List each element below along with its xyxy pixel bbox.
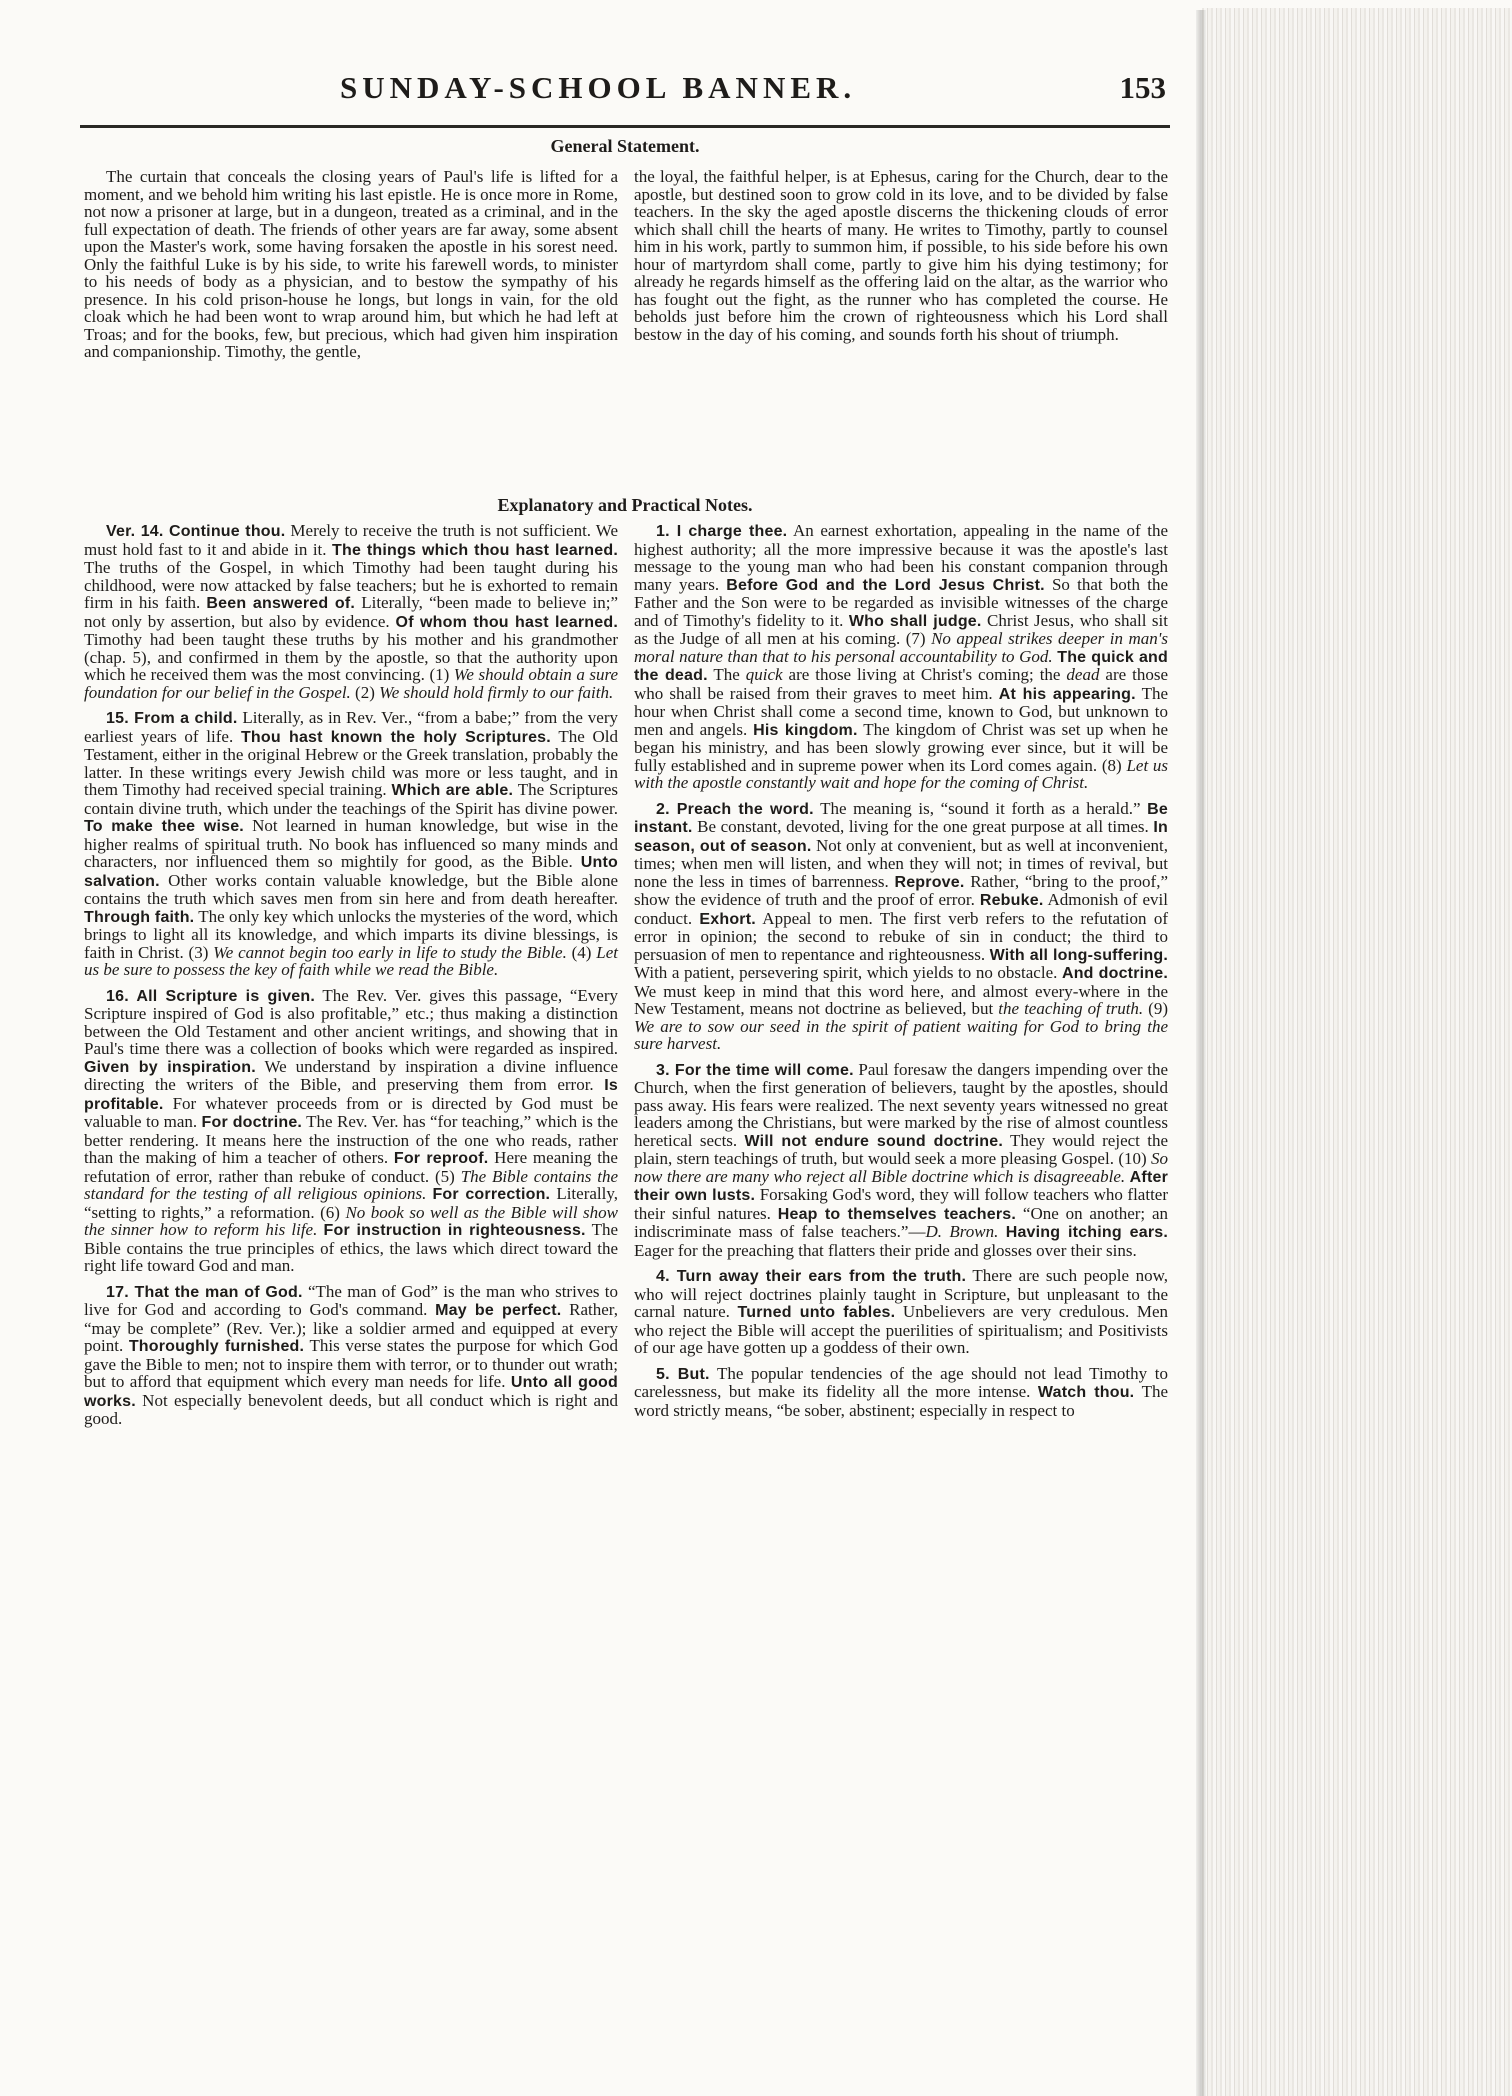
body-text: [998, 1222, 1005, 1241]
bold-phrase: Watch thou.: [1037, 1384, 1135, 1401]
page-gutter-shadow: [1196, 10, 1206, 2096]
body-text: The hour when Christ shall come a second time, known to God, but unknown to men and angels.: [634, 683, 1168, 739]
section-heading-general-statement: General Statement.: [550, 136, 700, 156]
right-note-paragraph: [634, 522, 1168, 792]
body-text: The Rev. Ver. gives this passage, “Every Scripture inspired of God is also profitable,” etc.; thus making a distinction between the Old Testament and other ancient writings, and showing that in Paul's time there was a collection of books which were regarded as inspired.: [84, 985, 618, 1058]
body-text: Paul foresaw the dangers impending over the Church, when the first generation of believers, taught by the apostles, should pass away. His fears were realized. The next seventy years witnessed no great leaders among the Christians, but were marked by the rise of almost countless heretical sects.: [634, 1059, 1169, 1150]
bold-phrase: The quick and the dead.: [634, 648, 1169, 684]
body-text: “One on another; an indiscriminate mass of false teachers.”—: [634, 1203, 1168, 1241]
body-text: Here meaning the refutation of error, rather than rebuke of conduct. (5): [84, 1148, 618, 1186]
italic-lesson: quick: [745, 665, 783, 684]
header-rule: [80, 125, 1170, 128]
bold-phrase: Having itching ears.: [1005, 1224, 1168, 1241]
bold-phrase: 16. All Scripture is given.: [106, 987, 315, 1005]
body-text: They would reject the plain, stern teachings of truth, but would seek a more pleasing Gospel. (10): [634, 1130, 1168, 1168]
body-text: Rather, “bring to the proof,” show the evidence of truth and the proof of error.: [634, 871, 1168, 909]
body-text: The Old Testament, either in the original Hebrew or the Greek translation, probably the latter. In these writings every Jewish child was more or less taught, and in them Timothy had received special training.: [84, 726, 619, 799]
body-text: Literally, as in Rev. Ver., “from a babe;” from the very earliest years of life.: [84, 708, 618, 746]
body-text: The word strictly means, “be sober, abstinent; especially in respect to: [634, 1382, 1168, 1420]
italic-lesson: D. Brown.: [925, 1222, 999, 1241]
bold-phrase: Given by inspiration.: [84, 1058, 256, 1076]
left-note-paragraph: [84, 522, 618, 701]
body-text: are those living at Christ's coming; the: [782, 665, 1067, 684]
right-note-paragraph: [634, 800, 1168, 1053]
body-text: Eager for the preaching that flatters their pride and glosses over their sins.: [634, 1240, 1137, 1260]
bold-phrase: Heap to themselves teachers.: [777, 1205, 1017, 1223]
body-text: Forsaking God's word, they will follow teachers who flatter their sinful natures.: [634, 1185, 1168, 1223]
body-text: Admonish of evil conduct.: [634, 890, 1168, 928]
italic-lesson: the teaching of truth.: [998, 999, 1144, 1018]
body-text: Unbelievers are very credulous. Men who reject the Bible will accept the puerilities of spiritualism; and Positivists of our age have gotten up a goddess of their own.: [634, 1302, 1169, 1357]
body-text: The Scriptures contain divine truth, which under the teachings of the Spirit has divine power.: [84, 780, 618, 818]
bold-phrase: At his appearing.: [998, 685, 1136, 703]
italic-lesson: Let us with the apostle constantly wait and hope for the coming of Christ.: [634, 755, 1169, 792]
bold-phrase: For doctrine.: [201, 1114, 303, 1131]
body-text: The Bible contains the true principles of ethics, the laws which direct toward the right life toward God and man.: [84, 1220, 619, 1275]
body-text: are those who shall be raised from their graves to meet him.: [634, 665, 1168, 703]
italic-lesson: We should obtain a sure foundation for our belief in the Gospel.: [84, 665, 618, 702]
body-text: (2): [350, 682, 380, 702]
body-text: We understand by inspiration a divine influence directing the writers of the Bible, and preserving them from error.: [84, 1056, 619, 1094]
page-header: [80, 70, 1166, 116]
general-statement-right: [634, 168, 1168, 343]
bold-phrase: Be instant.: [634, 800, 1168, 836]
bold-phrase: The things which thou hast learned.: [332, 541, 618, 559]
body-text: Not only at convenient, but as well at inconvenient, times; when men will listen, and when they will not; in times of revival, but none the less in times of barrenness.: [634, 835, 1168, 891]
body-text: Literally, “been made to believe in;” not only by assertion, but also by evidence.: [84, 593, 618, 631]
italic-lesson: We are to sow our seed in the spirit of patient waiting for God to bring the sure harvest.: [634, 1016, 1168, 1053]
italic-lesson: dead: [1066, 665, 1100, 684]
body-text: An earnest exhortation, appealing in the name of the highest authority; all the more impressive because it was the apostle's last message to the young man who had been his constant companion through many years.: [634, 521, 1168, 594]
body-text: The popular tendencies of the age should not lead Timothy to carelessness, but make its fidelity all the more intense.: [634, 1363, 1168, 1401]
bold-phrase: Been answered of.: [206, 595, 356, 612]
bold-phrase: Exhort.: [699, 910, 756, 928]
bold-phrase: 3. For the time will come.: [656, 1061, 854, 1079]
body-text: Christ Jesus, who shall sit as the Judge of all men at his coming. (7): [634, 610, 1168, 648]
body-text: Not learned in human knowledge, but wise in the higher realms of spiritual truth. No book has influenced so many minds and characters, nor influenced them so mightily for good, as the Bible.: [84, 816, 619, 871]
bold-phrase: 5. But.: [656, 1365, 710, 1383]
left-note-paragraph: [84, 1283, 618, 1428]
italic-lesson: We should hold firmly to our faith.: [379, 682, 614, 702]
right-note-paragraph: [634, 1061, 1168, 1260]
bold-phrase: For instruction in righteousness.: [323, 1222, 586, 1239]
body-text: The truths of the Gospel, in which Timothy had been taught during his childhood, were now attacked by false teachers; but he is exhorted to remain firm in his faith.: [84, 558, 618, 612]
bold-phrase: Who shall judge.: [848, 612, 982, 630]
body-text: (9): [1143, 999, 1169, 1018]
bold-phrase: And doctrine.: [1061, 965, 1168, 982]
bold-phrase: 15. From a child.: [106, 710, 238, 727]
bold-phrase: Will not endure sound doctrine.: [744, 1132, 1003, 1150]
bold-phrase: 2. Preach the word.: [656, 800, 814, 818]
section-heading-notes: Explanatory and Practical Notes.: [497, 495, 753, 515]
right-note-paragraph: [634, 1365, 1168, 1420]
body-text: The kingdom of Christ was set up when he began his ministry, and has been slowly growing ever since, but it will be fully established and in supreme power when its Lord comes again. (8): [634, 719, 1169, 775]
notes-right-column: [634, 522, 1168, 1419]
italic-lesson: No appeal strikes deeper in man's moral nature than that to his personal accountability to God.: [634, 629, 1168, 666]
body-text: Not especially benevolent deeds, but all conduct which is right and good.: [84, 1390, 618, 1428]
bold-phrase: For reproof.: [393, 1150, 489, 1167]
page-number: 153: [1119, 70, 1166, 105]
right-note-paragraph: [634, 1267, 1168, 1357]
bold-phrase: Which are able.: [391, 782, 514, 799]
italic-lesson: We cannot begin too early in life to study the Bible.: [213, 942, 567, 962]
bold-phrase: May be perfect.: [435, 1302, 562, 1319]
body-text: Literally, “setting to rights,” a reformation. (6): [84, 1184, 618, 1222]
page-edges: [1202, 8, 1512, 2096]
bold-phrase: 17. That the man of God.: [106, 1283, 303, 1301]
bold-phrase: Reprove.: [894, 873, 965, 891]
body-text: “The man of God” is the man who strives to live for God and according to God's command.: [84, 1281, 618, 1319]
bold-phrase: Is profitable.: [84, 1077, 618, 1113]
body-text: For whatever proceeds from or is directed by God must be valuable to man.: [84, 1093, 618, 1131]
notes-left-column: [84, 522, 618, 1428]
bold-phrase: For correction.: [432, 1186, 551, 1203]
general-statement-left: [84, 168, 618, 361]
body-text: (4): [566, 942, 597, 962]
body-text: We must keep in mind that this word here, and almost every-where in the New Testament, means not doctrine as believed, but: [634, 981, 1168, 1018]
body-text: The: [707, 665, 746, 684]
bold-phrase: Thou hast known the holy Scriptures.: [240, 728, 551, 746]
bold-phrase: Thoroughly furnished.: [128, 1338, 305, 1355]
bold-phrase: Through faith.: [84, 908, 195, 926]
bold-phrase: After their own lusts.: [634, 1168, 1168, 1204]
bold-phrase: 1. I charge thee.: [656, 523, 788, 540]
bold-phrase: To make thee wise.: [84, 818, 244, 835]
bold-phrase: Rebuke.: [979, 892, 1044, 909]
general-statement-left-text: The curtain that conceals the closing years of Paul's life is lifted for a moment, and we behold him writing his last epistle. He is once more in Rome, not now a prisoner at large, but in a dungeon, treated as a criminal, and in the full expectation of death. The friends of other years are far away, some absent upon the Master's work, some having forsaken the apostle in his sorest need. Only the faithful Luke is by his side, to write his farewell words, to minister to his needs of body as a physician, and to bestow the sympathy of his presence. In his cold prison-house he longs, but longs in vain, for the old cloak which he had been wont to wrap around him, but which he had left at Troas; and for the books, few, but precious, which had given him inspiration and companionship. Timothy, the gentle,: [84, 167, 618, 361]
body-text: This verse states the purpose for which God gave the Bible to men; not to inspire them with terror, or to thunder out wrath; but to afford that equipment which every man needs for life.: [84, 1336, 618, 1391]
running-title: SUNDAY-SCHOOL BANNER.: [340, 70, 857, 105]
bold-phrase: Turned unto fables.: [737, 1304, 896, 1321]
bold-phrase: Unto salvation.: [84, 854, 618, 890]
body-text: The meaning is, “sound it forth as a herald.”: [813, 798, 1148, 818]
body-text: With a patient, persevering spirit, which yields to no obstacle.: [634, 963, 1062, 982]
bold-phrase: Of whom thou hast learned.: [395, 613, 618, 631]
body-text: There are such people now, who will reject doctrines plainly taught in Scripture, but unpleasant to the carnal nature.: [634, 1266, 1168, 1321]
italic-lesson: Let us be sure to possess the key of faith while we read the Bible.: [84, 942, 618, 979]
body-text: Merely to receive the truth is not sufficient. We must hold fast to it and abide in it.: [84, 521, 618, 559]
body-text: Rather, “may be complete” (Rev. Ver.); like a soldier armed and equipped at every point.: [84, 1300, 619, 1355]
body-text: Appeal to men. The first verb refers to the refutation of error in opinion; the second to rebuke of sin in conduct; the third to persuasion of men to repentance and righteousness.: [634, 908, 1168, 964]
body-text: The Rev. Ver. has “for teaching,” which is the better rendering. It means here the instruction of the one who reads, rather than the making of him a teacher of others.: [84, 1112, 618, 1167]
italic-lesson: No book so well as the Bible will show the sinner how to reform his life.: [84, 1202, 618, 1239]
body-text: The only key which unlocks the mysteries of the word, which brings to light all its knowledge, and which imparts its divine blessings, is faith in Christ. (3): [84, 906, 618, 962]
body-text: Other works contain valuable knowledge, but the Bible alone contains the truth which saves men from sin here and from death hereafter.: [84, 870, 618, 908]
bold-phrase: With all long-suffering.: [989, 946, 1168, 964]
italic-lesson: The Bible contains the standard for the testing of all religious opinions.: [84, 1166, 618, 1203]
body-text: Be constant, devoted, living for the one great purpose at all times.: [692, 817, 1154, 836]
left-note-paragraph: [84, 709, 618, 979]
body-text: Timothy had been taught these truths by his mother and his grandmother (chap. 5), and confirmed in them by the apostle, so that the authority upon which he received them was the most convincing. (1): [84, 630, 618, 684]
bold-phrase: His kingdom.: [753, 721, 858, 739]
bold-phrase: 4. Turn away their ears from the truth.: [656, 1268, 967, 1285]
left-note-paragraph: [84, 987, 618, 1275]
body-text: So that both the Father and the Son were to be regarded as invisible witnesses of the charge and of Timothy's fidelity to it.: [634, 574, 1168, 630]
italic-lesson: So now there are many who reject all Bible doctrine which is disagreeable.: [634, 1149, 1168, 1186]
bold-phrase: Unto all good works.: [84, 1374, 618, 1410]
bold-phrase: Before God and the Lord Jesus Christ.: [726, 576, 1045, 594]
bold-phrase: In season, out of season.: [634, 819, 1168, 855]
general-statement-right-text: the loyal, the faithful helper, is at Ephesus, caring for the Church, dear to the apostle, but destined soon to grow cold in its love, and to be divided by false teachers. In the sky the aged apostle discerns the thickening clouds of error which shall chill the hearts of many. He writes to Timothy, partly to counsel him in his work, partly to summon him, if possible, to his side before his own hour of martyrdom shall come, partly to give him his dying testimony; for already he regards himself as the offering laid on the altar, as the warrior who has fought out the fight, as the runner who has completed the course. He beholds just before him the crown of righteousness which his Lord shall bestow in the day of his coming, and sounds forth his shout of triumph.: [634, 167, 1168, 344]
bold-phrase: Ver. 14. Continue thou.: [106, 523, 286, 540]
